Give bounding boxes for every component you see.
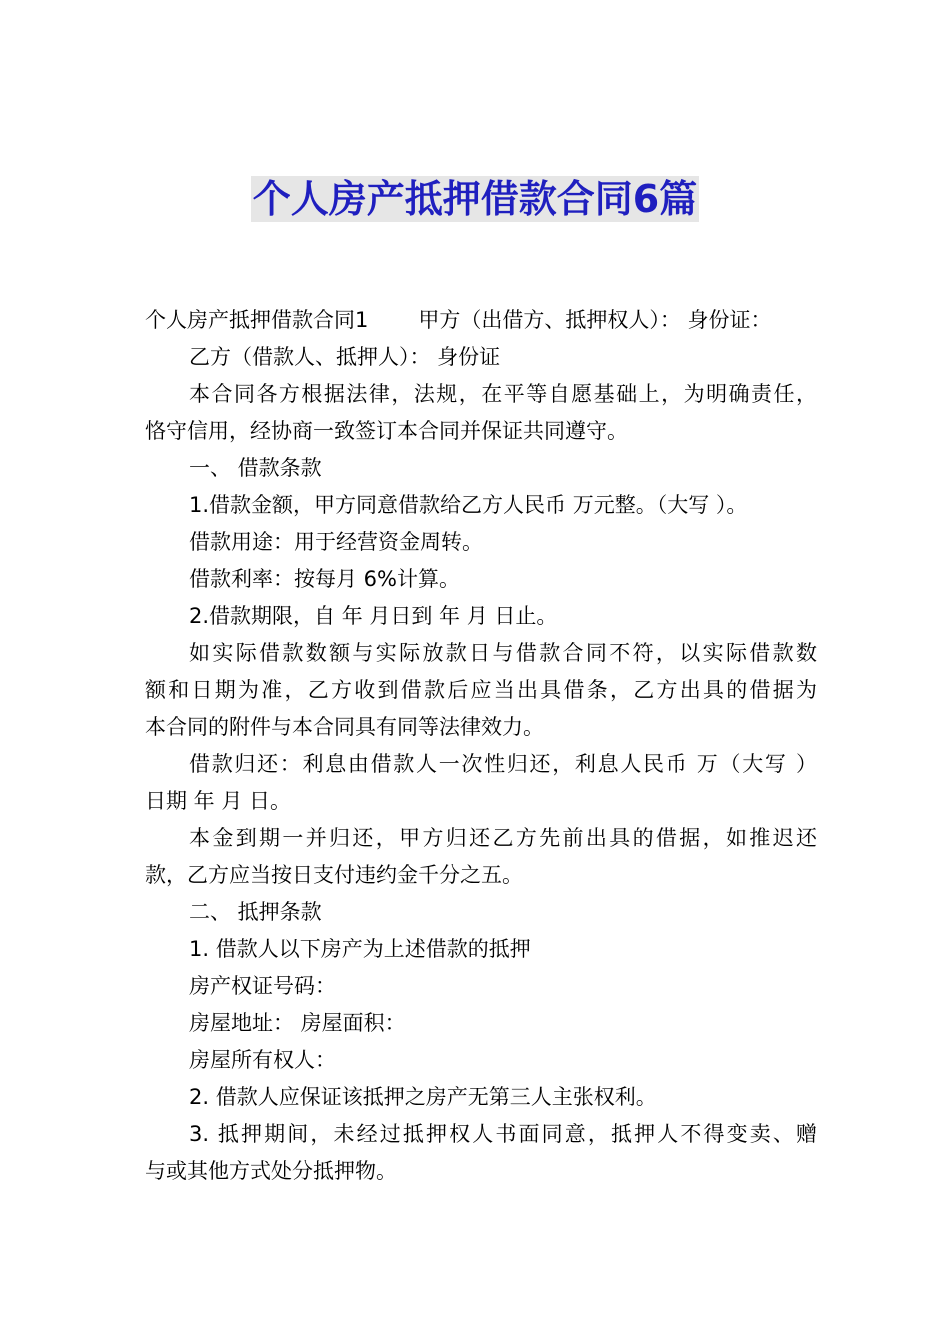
paragraph-line: [145, 302, 817, 339]
document-title: 个人房产抵押借款合同6篇: [252, 177, 698, 221]
paragraph-line: 2.借款期限，自 年 月日到 年 月 日止。: [189, 604, 558, 628]
party-a-line: 甲方（出借方、抵押权人）： 身份证：: [418, 308, 772, 332]
paragraph-line: 房屋所有权人：: [189, 1048, 336, 1072]
section-heading: 二、 抵押条款: [189, 900, 322, 924]
paragraph-line: 额和日期为准，乙方收到借款后应当出具借条，乙方出具的借据为: [145, 678, 817, 702]
paragraph-line: 借款利率：按每月 6%计算。: [189, 567, 460, 591]
paragraph-line: 借款用途：用于经营资金周转。: [189, 530, 483, 554]
paragraph-line: 1. 借款人以下房产为上述借款的抵押: [189, 937, 531, 961]
paragraph-line: 如实际借款数额与实际放款日与借款合同不符，以实际借款数: [189, 641, 817, 665]
paragraph-line: 房屋地址： 房屋面积：: [189, 1011, 406, 1035]
section-heading: 一、 借款条款: [189, 456, 322, 480]
paragraph-line: 房产权证号码：: [189, 974, 336, 998]
paragraph-line: 日期 年 月 日。: [145, 789, 292, 813]
paragraph-line: 本合同的附件与本合同具有同等法律效力。: [145, 715, 544, 739]
paragraph-line: 恪守信用，经协商一致签订本合同并保证共同遵守。: [145, 419, 628, 443]
paragraph-line: 与或其他方式处分抵押物。: [145, 1159, 397, 1183]
paragraph-line: 本金到期一并归还，甲方归还乙方先前出具的借据，如推迟还: [189, 826, 817, 850]
title-container: [0, 176, 950, 222]
document-body: [145, 302, 817, 1190]
paragraph-line: 借款归还：利息由借款人一次性归还，利息人民币 万（大写 ）: [189, 752, 817, 776]
contract-heading: 个人房产抵押借款合同1: [145, 308, 369, 332]
paragraph-line: 乙方（借款人、抵押人）： 身份证: [189, 345, 501, 369]
paragraph-line: 款，乙方应当按日支付违约金千分之五。: [145, 863, 523, 887]
paragraph-line: 本合同各方根据法律，法规，在平等自愿基础上，为明确责任，: [189, 382, 817, 406]
paragraph-line: 1.借款金额，甲方同意借款给乙方人民币 万元整。（大写 ）。: [189, 493, 748, 517]
paragraph-line: 3. 抵押期间，未经过抵押权人书面同意，抵押人不得变卖、赠: [189, 1122, 817, 1146]
paragraph-line: 2. 借款人应保证该抵押之房产无第三人主张权利。: [189, 1085, 657, 1109]
